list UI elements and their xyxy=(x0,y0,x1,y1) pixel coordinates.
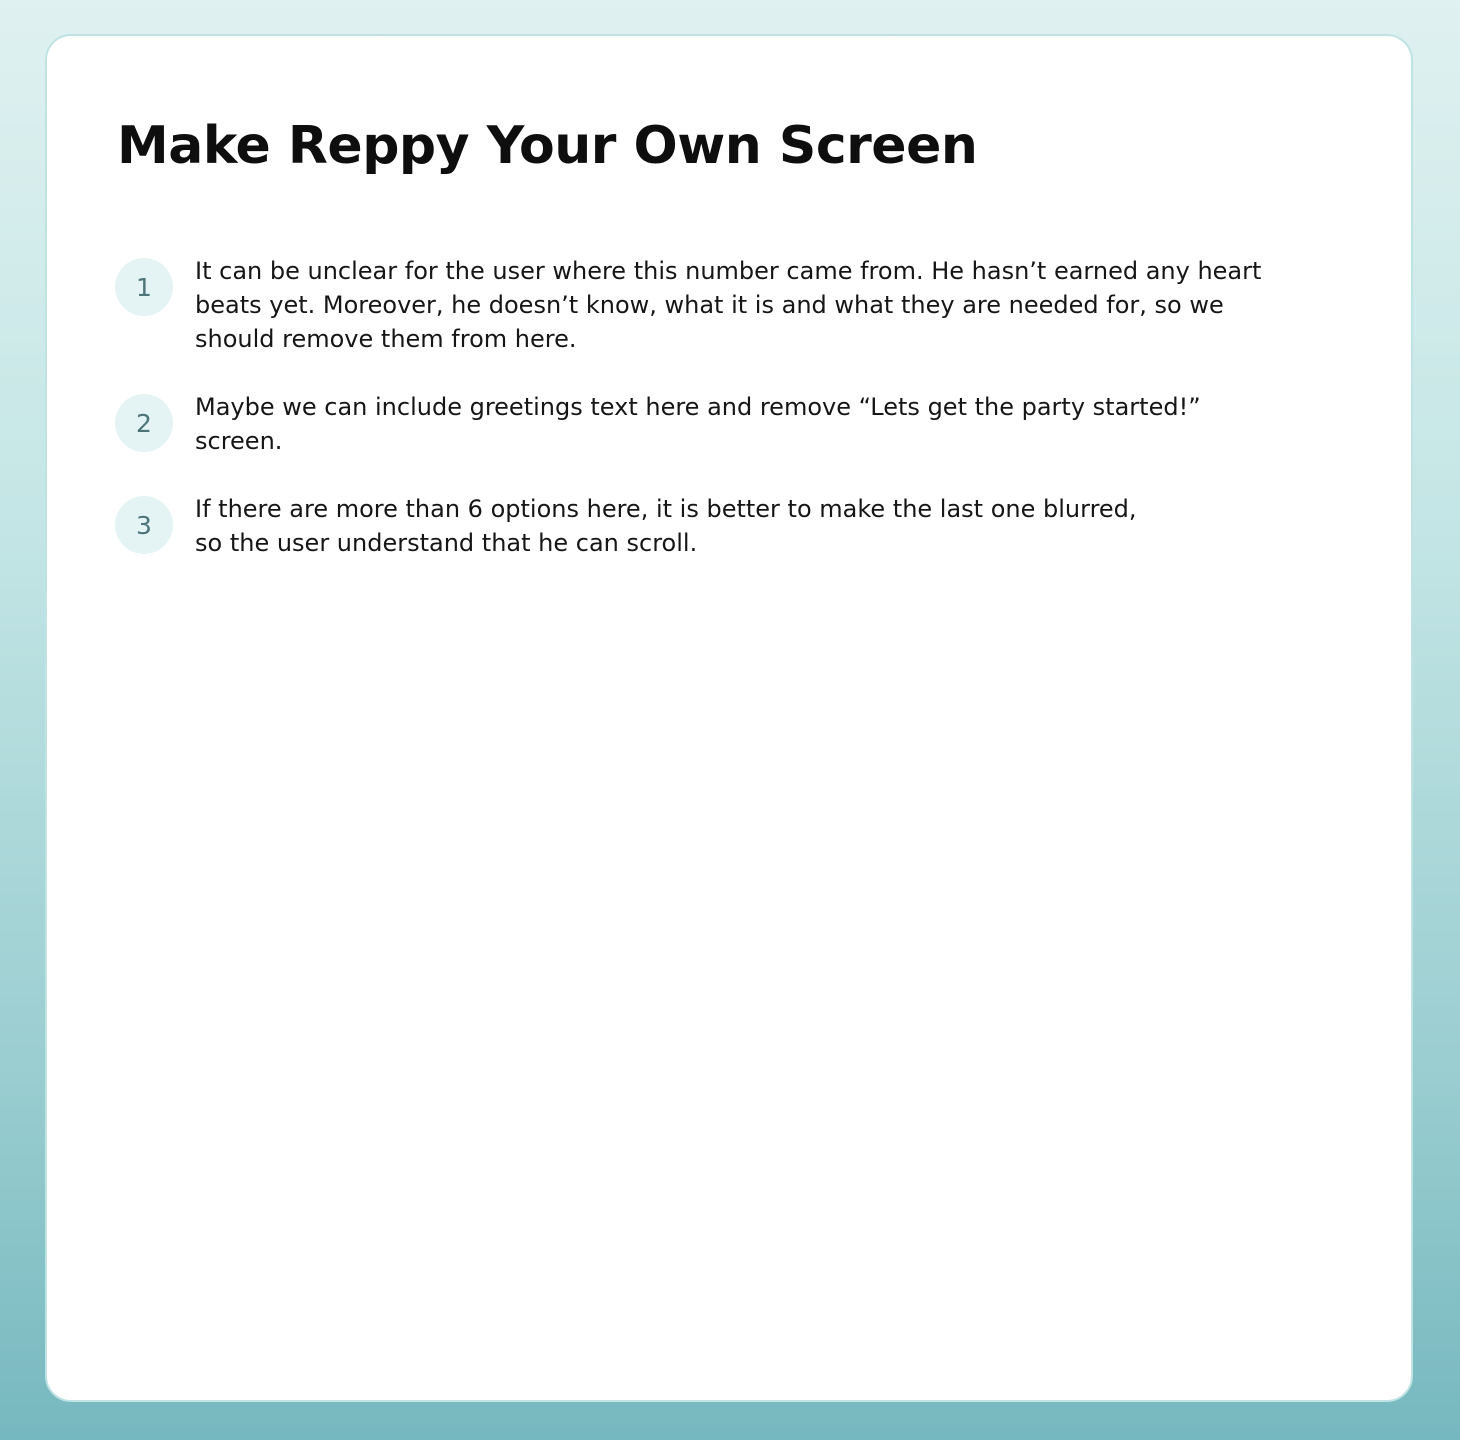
feedback-card xyxy=(45,34,1413,1402)
note-number-badge: 3 xyxy=(115,496,173,554)
note-item xyxy=(115,492,1355,560)
note-text: If there are more than 6 options here, it is better to make the last one blurred, so the user understand that he can scroll. xyxy=(195,495,1137,557)
notes-list xyxy=(115,254,1355,594)
note-item xyxy=(115,390,1355,458)
note-number-badge: 2 xyxy=(115,394,173,452)
note-item xyxy=(115,254,1355,356)
note-number-badge: 1 xyxy=(115,258,173,316)
page-title: Make Reppy Your Own Screen xyxy=(117,116,978,176)
note-text: Maybe we can include greetings text here and remove “Lets get the party started!” screen. xyxy=(195,393,1201,455)
note-text: It can be unclear for the user where this number came from. He hasn’t earned any heart beats yet. Moreover, he doesn’t know, what it is and what they are needed for, so we should remove them from here. xyxy=(195,257,1262,353)
